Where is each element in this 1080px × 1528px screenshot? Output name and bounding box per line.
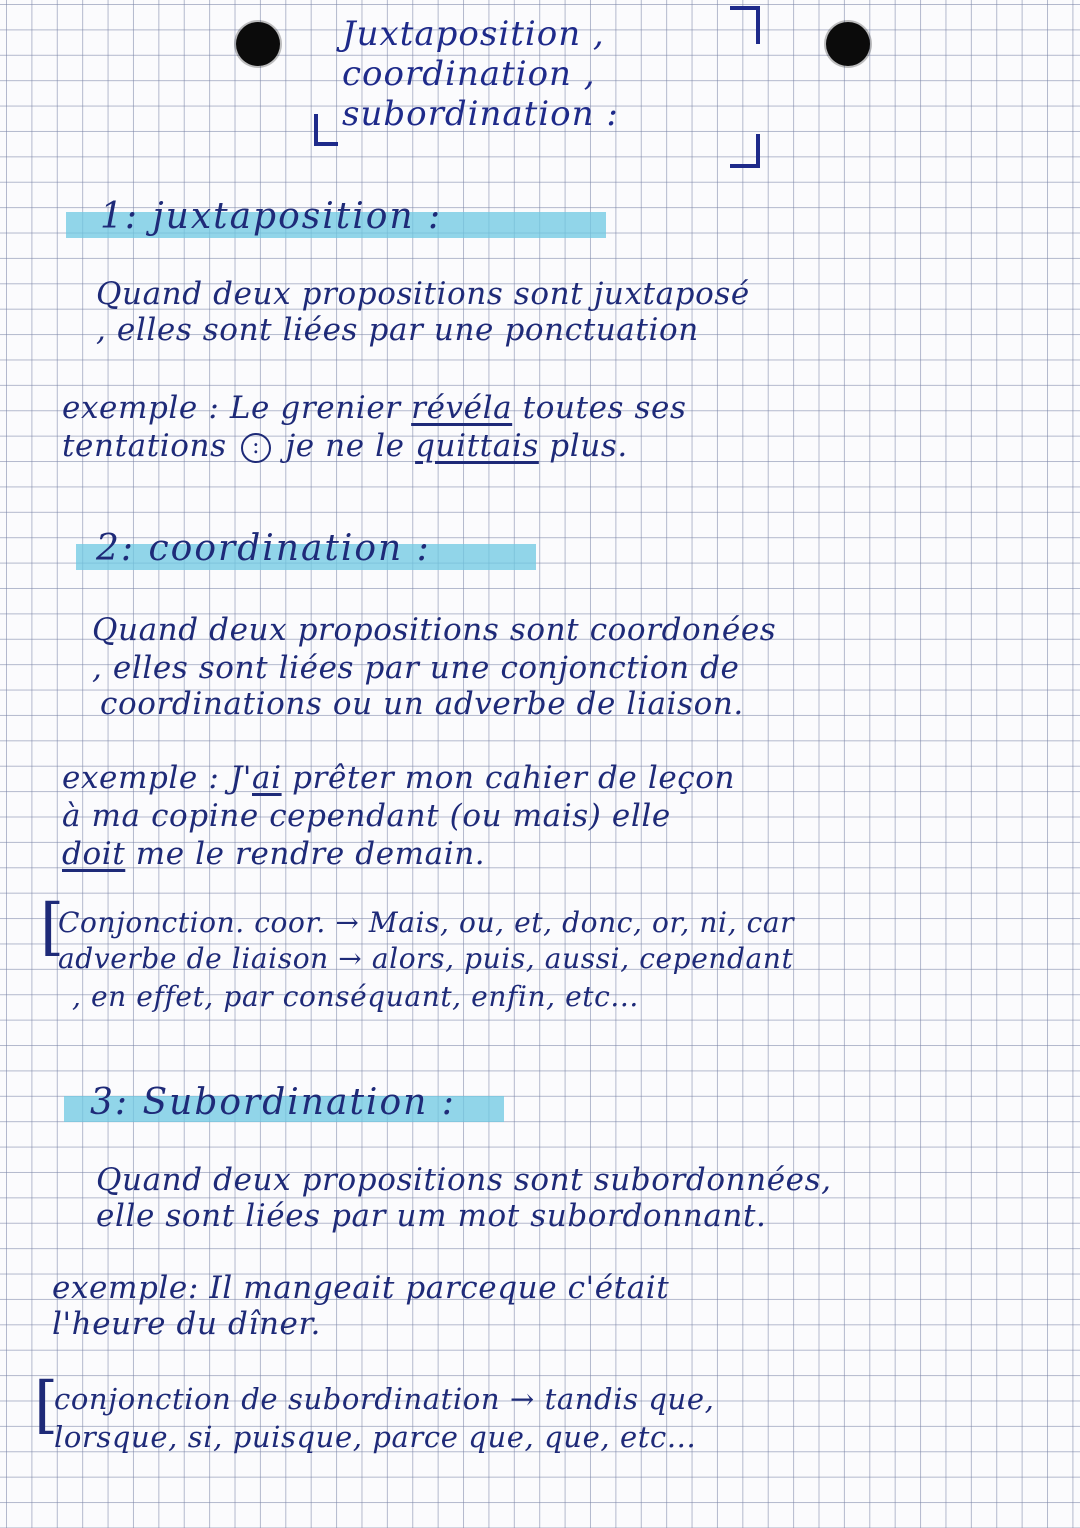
s3-list-brace: [ (34, 1368, 59, 1441)
s3-definition-line-1: Quand deux propositions sont subordonnées, (96, 1162, 832, 1198)
binder-hole-left (236, 22, 280, 66)
s2-definition-line-1: Quand deux propositions sont coordonées (92, 612, 777, 648)
s2-definition-line-2: , elles sont liées par une conjonction de (92, 650, 740, 686)
s2-example-verb-2: doit (62, 836, 126, 872)
s2-example-line-2: à ma copine cependant (ou mais) elle (62, 798, 671, 834)
s1-definition-line-1: Quand deux propositions sont juxtaposé (96, 276, 750, 312)
s2-example-line-1 (62, 760, 735, 796)
s1-example-start: tentations (62, 428, 227, 464)
s2-list-brace: [ (40, 890, 65, 963)
s2-definition-line-3: coordinations ou un adverbe de liaison. (100, 686, 744, 722)
section-heading-coordination: 2: coordination : (96, 528, 431, 569)
s1-example-verb-2: quittais (415, 428, 539, 464)
s2-list-line-3: , en effet, par conséquant, enfin, etc... (72, 980, 639, 1013)
title-line-1: Juxtaposition , (342, 14, 605, 54)
s2-example-rest-3: me le rendre demain. (135, 836, 486, 872)
s2-example-label: exemple : (62, 760, 220, 796)
s1-example-text: Le grenier (229, 390, 401, 426)
s1-circled-punctuation: : (241, 433, 271, 463)
s3-example-rest: Il mangeait parceque c'était (209, 1270, 670, 1306)
s3-example-label: exemple: (52, 1270, 199, 1306)
section-heading-juxtaposition: 1: juxtaposition : (100, 196, 443, 237)
s1-definition-line-2: , elles sont liées par une ponctuation (96, 312, 699, 348)
title-bracket-bottom-right (730, 134, 760, 168)
s1-example-end: plus. (549, 428, 628, 464)
s3-definition-line-2: elle sont liées par um mot subordonnant. (96, 1198, 767, 1234)
title-line-3: subordination : (342, 94, 619, 134)
s1-example-line-2 (62, 428, 628, 464)
s1-example-mid: je ne le (285, 428, 405, 464)
s1-example-line-1 (62, 390, 686, 426)
s2-example-pre: J' (229, 760, 252, 796)
s2-list-line-1: Conjonction. coor. → Mais, ou, et, donc, or, ni, car (58, 906, 795, 939)
s1-example-verb-1: révéla (411, 390, 513, 426)
title-line-2: coordination , (342, 54, 596, 94)
s3-example-line-1 (52, 1270, 669, 1306)
s2-list-line-2: adverbe de liaison → alors, puis, aussi, cependant (58, 942, 794, 975)
s1-example-rest: toutes ses (522, 390, 687, 426)
s2-example-line-3 (62, 836, 485, 872)
s2-example-rest: prêter mon cahier de leçon (292, 760, 736, 796)
s2-example-verb-1: ai (252, 760, 282, 796)
title-bracket-bottom-left (314, 114, 338, 146)
s3-list-line-2: lorsque, si, puisque, parce que, que, etc... (54, 1420, 697, 1454)
binder-hole-right (826, 22, 870, 66)
title-block (320, 6, 770, 166)
s3-list-line-1: conjonction de subordination → tandis que, (54, 1382, 715, 1416)
section-heading-subordination: 3: Subordination : (90, 1082, 456, 1123)
s3-example-line-2: l'heure du dîner. (52, 1306, 321, 1342)
title-bracket-top-right (730, 6, 760, 44)
s1-example-label: exemple : (62, 390, 220, 426)
